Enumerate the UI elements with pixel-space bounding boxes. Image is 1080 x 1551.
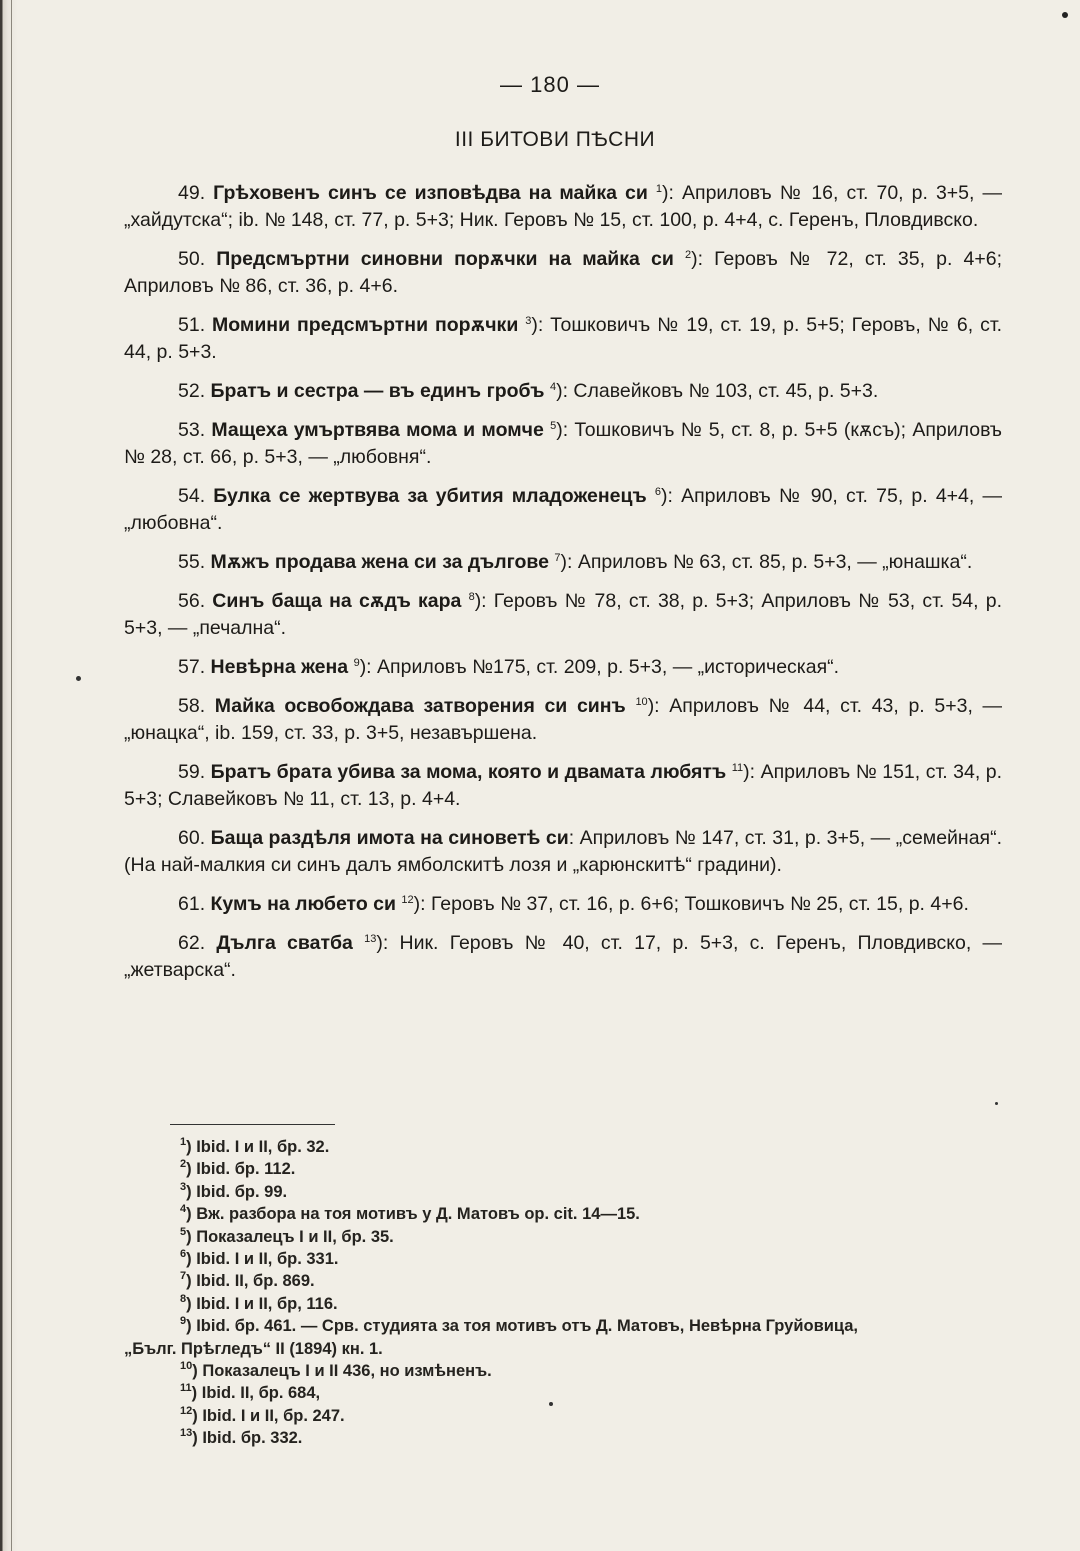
entry-separator: ):: [661, 485, 673, 507]
entry: [124, 180, 1002, 234]
entry-title: Братъ брата убива за мома, която и двамата любятъ: [210, 761, 727, 783]
footnote-ref: 6: [654, 486, 661, 498]
entry-title: Невѣрна жена: [210, 656, 349, 678]
entry: [124, 693, 1002, 747]
entry-sources: Геровъ № 72, ст. 35, р. 4+6; Априловъ № 86, ст. 36, р. 4+6.: [124, 248, 1003, 297]
entry-number: 57.: [178, 656, 206, 678]
entry-number: 59.: [178, 761, 206, 783]
footnote-text: Ibid. II, бр. 684,: [201, 1384, 321, 1403]
entry-number: 56.: [178, 590, 206, 612]
entry-sources: Априловъ № 90, ст. 75, р. 4+4, — „любовна“.: [124, 485, 1002, 534]
entry-sources: Тошковичъ № 5, ст. 8, р. 5+5 (кѫсъ); Априловъ № 28, ст. 66, р. 5+3, — „любовня“.: [124, 419, 1002, 468]
entry-separator: ):: [531, 314, 544, 336]
footnote: $^1$) Ibid. I и II, бр. 32.: [180, 1136, 330, 1156]
entry: [124, 483, 1002, 537]
entry-sources: Априловъ № 147, ст. 31, р. 3+5, — „семейная“. (На най-малкия си синъ далъ ямболскитѣ лозя и „карюнскитѣ“ градини).: [124, 827, 1003, 876]
entry-separator: ):: [691, 248, 704, 270]
footnote-mark: 4: [180, 1203, 187, 1216]
page-number: — 180 —: [500, 72, 600, 97]
footnote-mark: 11: [180, 1382, 192, 1395]
entry: [124, 312, 1002, 366]
entry-title: Синъ баща на сѫдъ кара: [212, 590, 462, 612]
entry: [124, 549, 1002, 576]
footnote-ref: 3: [525, 315, 532, 327]
ink-dot: [995, 1102, 998, 1105]
footnote-text: Ibid. I и II, бр. 247.: [202, 1406, 345, 1425]
footnote-ref: 10: [635, 696, 648, 708]
footnote-text: Ibid. бр. 332.: [202, 1429, 303, 1448]
entry-sources: Ник. Геровъ № 40, ст. 17, р. 5+3, с. Геренъ, Пловдивско, — „жетварска“.: [124, 932, 1002, 981]
footnote: $^4$) Вж. разбора на тоя мотивъ у Д. Матовъ op. cit. 14—15.: [180, 1203, 640, 1224]
footnote-mark: 9: [180, 1315, 187, 1328]
footnote: $^5$) Показалецъ I и II, бр. 35.: [180, 1225, 394, 1246]
entry-title: Братъ и сестра — въ единъ гробъ: [210, 380, 545, 402]
entry-title: Кумъ на любето си: [210, 893, 396, 915]
footnote-text: Показалецъ I и II 436, но измѣненъ.: [202, 1362, 492, 1381]
footnote: $^{10}$) Показалецъ I и II 436, но измѣненъ.: [180, 1360, 492, 1381]
footnote-ref: 4: [549, 381, 557, 393]
entry-sources: Априловъ № 44, ст. 43, р. 5+3, — „юнацка“, ib. 159, ст. 33, р. 3+5, незавършена.: [124, 695, 1003, 744]
footnote-ref: 13: [364, 933, 377, 945]
entry-sources: Тошковичъ № 19, ст. 19, р. 5+5; Геровъ, № 6, ст. 44, р. 5+3.: [124, 314, 1003, 363]
entry-separator: ):: [376, 932, 389, 954]
entry-separator: :: [568, 827, 575, 849]
footnote-text: Ibid. бр. 461. — Срв. студията за тоя мотивъ отъ Д. Матовъ, Невѣрна Груйовица,: [196, 1317, 858, 1336]
footnote: $^8$) Ibid. I и II, бр, 116.: [180, 1292, 338, 1313]
footnote: $^3$) Ibid. бр. 99.: [180, 1180, 288, 1201]
entry-title: Мѫжъ продава жена си за дългове: [210, 551, 549, 573]
footnote: $^9$) Ibid. бр. 461. — Срв. студията за тоя мотивъ отъ Д. Матовъ, Невѣрна Груйовица,: [180, 1315, 858, 1336]
ink-dot: [76, 676, 81, 681]
footnote: $^6$) Ibid. I и II, бр. 331.: [180, 1248, 339, 1269]
footnote-text: Вж. разбора на тоя мотивъ у Д. Матовъ op. cit. 14—15.: [196, 1205, 640, 1224]
entry-number: 51.: [178, 314, 206, 336]
footnote-mark: 8: [180, 1292, 187, 1305]
footnote: $^{13}$) Ibid. бр. 332.: [180, 1427, 303, 1448]
footnote-mark: 3: [180, 1180, 187, 1193]
entry-separator: ):: [474, 590, 487, 612]
footnote-text: Ibid. I и II, бр. 32.: [196, 1138, 330, 1156]
footnote-mark: 1: [180, 1136, 187, 1148]
entry: [124, 588, 1002, 642]
entry-separator: ):: [647, 695, 660, 717]
entry-number: 61.: [178, 893, 206, 915]
entry-sources: Априловъ № 63, ст. 85, р. 5+3, — „юнашка“.: [577, 551, 973, 573]
entry: [124, 417, 1002, 471]
entry-number: 55.: [178, 551, 206, 573]
entry-sources: Славейковъ № 103, ст. 45, р. 5+3.: [573, 380, 879, 402]
footnote-mark: 12: [180, 1404, 193, 1417]
footnote-mark: 13: [180, 1427, 193, 1440]
entry: [124, 930, 1002, 984]
footnote-text: Ibid. I и II, бр, 116.: [196, 1294, 338, 1313]
footnote-mark: 10: [180, 1360, 193, 1373]
binding-line: [11, 0, 12, 1551]
entry-number: 54.: [178, 485, 206, 507]
footnotes-list: [124, 1136, 1002, 1450]
footnote-divider: [170, 1124, 335, 1125]
entry: [124, 759, 1002, 813]
entry-number: 62.: [178, 932, 206, 954]
footnote-text: Ibid. I и II, бр. 331.: [196, 1250, 339, 1269]
footnote-ref: 2: [684, 249, 692, 261]
entry-separator: ):: [413, 893, 426, 915]
entry-separator: ):: [662, 182, 674, 204]
footnote: $^{11}$) Ibid. II, бр. 684,: [180, 1382, 321, 1403]
entry-separator: ):: [556, 419, 569, 441]
footnote-continuation: „Бълг. Прѣгледъ“ II (1894) кн. 1.: [124, 1339, 383, 1358]
entry-title: Дълга сватба: [216, 932, 353, 954]
footnote-text: Ibid. бр. 112.: [196, 1160, 296, 1179]
entry: [124, 654, 1002, 681]
entry: [124, 378, 1002, 405]
entry-title: Баща раздѣля имота на синоветѣ си: [210, 827, 569, 849]
footnote-mark: 5: [180, 1225, 187, 1238]
footnote-ref: 1: [655, 183, 663, 195]
footnote-mark: 6: [180, 1248, 187, 1261]
entry-separator: ):: [560, 551, 573, 573]
footnote-text: Показалецъ I и II, бр. 35.: [196, 1227, 394, 1246]
footnote-text: Ibid. бр. 99.: [196, 1182, 288, 1201]
entry-sources: Геровъ № 78, ст. 38, р. 5+3; Априловъ № 53, ст. 54, р. 5+3, — „печална“.: [124, 590, 1002, 639]
entries-list: [124, 180, 1002, 996]
entry-sources: Априловъ №175, ст. 209, р. 5+3, — „историческая“.: [377, 656, 840, 678]
entry-separator: ):: [556, 380, 568, 402]
footnote: $^2$) Ibid. бр. 112.: [180, 1158, 296, 1179]
entry: [124, 825, 1002, 879]
entry-sources: Априловъ № 16, ст. 70, р. 3+5, — „хайдутска“; ib. № 148, ст. 77, р. 5+3; Ник. Геровъ № 15, ст. 100, р. 4+4, с. Геренъ, Пловдивско.: [124, 182, 1002, 231]
entry-title: Момини предсмъртни порѫчки: [212, 314, 519, 336]
footnote-ref: 5: [550, 420, 557, 432]
entry-sources: Априловъ № 151, ст. 34, р. 5+3; Славейковъ № 11, ст. 13, р. 4+4.: [124, 761, 1003, 810]
section-title: III БИТОВИ ПѢСНИ: [454, 128, 656, 151]
footnote-ref: 11: [731, 762, 744, 774]
entry: [124, 891, 1002, 918]
entry-title: Грѣховенъ синъ се изповѣдва на майка си: [213, 182, 648, 204]
footnote-mark: 2: [180, 1158, 187, 1171]
footnote-ref: 12: [401, 894, 414, 906]
entry-separator: ):: [743, 761, 756, 783]
entry: [124, 246, 1002, 300]
entry-number: 60.: [178, 827, 206, 849]
page-binding-edge: [0, 0, 18, 1551]
ink-dot: [1062, 12, 1068, 18]
footnote-ref: 8: [468, 591, 475, 603]
entry-title: Мащеха умъртвява мома и момче: [211, 419, 544, 441]
footnote-ref: 9: [353, 657, 360, 669]
entry-title: Майка освобождава затворения си синъ: [214, 695, 626, 717]
entry-number: 50.: [178, 248, 206, 270]
footnote: $^{12}$) Ibid. I и II, бр. 247.: [180, 1404, 345, 1425]
footnote: $^7$) Ibid. II, бр. 869.: [180, 1270, 315, 1291]
entry-title: Предсмъртни синовни порѫчки на майка си: [216, 248, 674, 270]
entry-number: 52.: [178, 380, 206, 402]
entry-title: Булка се жертвува за убития младоженецъ: [213, 485, 647, 507]
footnote-ref: 7: [554, 552, 561, 564]
footnote-text: Ibid. II, бр. 869.: [196, 1272, 315, 1291]
entry-number: 49.: [178, 182, 206, 204]
footnote-mark: 7: [180, 1270, 187, 1283]
entry-number: 58.: [178, 695, 206, 717]
entry-sources: Геровъ № 37, ст. 16, р. 6+6; Тошковичъ № 25, ст. 15, р. 4+6.: [431, 893, 969, 915]
entry-number: 53.: [178, 419, 206, 441]
entry-separator: ):: [359, 656, 372, 678]
